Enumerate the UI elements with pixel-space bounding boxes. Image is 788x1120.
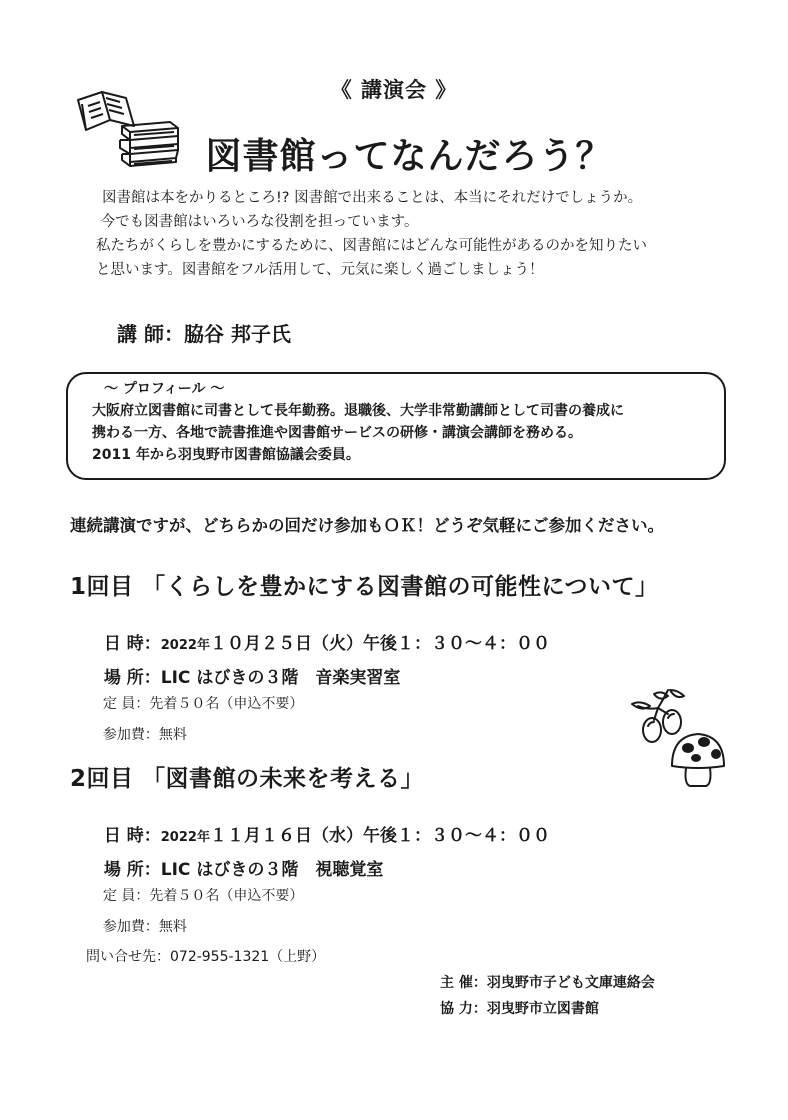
contact-info: 問い合せ先：072-955-1321（上野） bbox=[86, 949, 326, 965]
participation-notice: 連続講演ですが、どちらかの回だけ参加もＯＫ！どうぞ気軽にご参加ください。 bbox=[70, 516, 664, 535]
session-2-fee-label: 参加費： bbox=[102, 919, 159, 935]
page-title: 図書館ってなんだろう？ bbox=[205, 136, 613, 177]
session-1-fee-label: 参加費： bbox=[102, 727, 159, 743]
profile-line-3: 2011 年から羽曳野市図書館協議会委員。 bbox=[92, 447, 360, 463]
session-2-fee-value: 無料 bbox=[158, 919, 187, 935]
profile-line-2: 携わる一方、各地で読書推進や図書館サービスの研修・講演会講師を務める。 bbox=[92, 425, 582, 441]
session-1-date-year: 2022 bbox=[160, 638, 197, 653]
profile-heading: ～ プロフィール ～ bbox=[104, 381, 225, 397]
intro-line-1: 図書館は本をかりるところ!? 図書館で出来ることは、本当にそれだけでしょうか。 bbox=[102, 190, 643, 206]
session-2-date-value: １１月１６日（水）午後１：３０～４：００ bbox=[209, 826, 550, 846]
session-2-place-value: LIC はびきの３階 視聴覚室 bbox=[160, 860, 384, 880]
session-2-fee bbox=[94, 900, 187, 936]
cooperation-credit: 協 力：羽曳野市立図書館 bbox=[440, 1001, 599, 1017]
session-1-capacity-label: 定 員： bbox=[102, 696, 150, 712]
session-2-capacity-value: 先着５０名（申込不要） bbox=[149, 888, 304, 904]
session-2-date-label: 日 時： bbox=[103, 826, 161, 846]
session-2-title: 2回目 「図書館の未来を考える」 bbox=[70, 766, 425, 792]
session-1-date-nen: 年 bbox=[196, 638, 210, 653]
session-1-fee-value: 無料 bbox=[158, 727, 187, 743]
session-1-title: 1回目 「くらしを豊かにする図書館の可能性について」 bbox=[70, 574, 659, 600]
session-2-date-year: 2022 bbox=[160, 830, 197, 845]
intro-line-4: と思います。図書館をフル活用して、元気に楽しく過ごしましょう！ bbox=[96, 262, 544, 278]
session-1-capacity-value: 先着５０名（申込不要） bbox=[149, 696, 304, 712]
intro-line-2: 今でも図書館はいろいろな役割を担っています。 bbox=[96, 214, 419, 230]
profile-line-1: 大阪府立図書館に司書として長年勤務。退職後、大学非常勤講師として司書の養成に bbox=[92, 403, 624, 419]
lecturer-name: 講 師：脇谷 邦子氏 bbox=[117, 322, 291, 346]
session-1-fee bbox=[94, 708, 187, 744]
session-1-place-label: 場 所： bbox=[103, 668, 161, 688]
event-type-heading: 《 講演会 》 bbox=[330, 78, 458, 102]
session-1-date-value: １０月２５日（火）午後１：３０～４：００ bbox=[209, 634, 550, 654]
session-1-date-label: 日 時： bbox=[103, 634, 161, 654]
session-2-place-label: 場 所： bbox=[103, 860, 161, 880]
session-2-date-nen: 年 bbox=[196, 830, 210, 845]
mushroom-berries-icon bbox=[628, 686, 732, 790]
organizer-credit: 主 催：羽曳野市子ども文庫連絡会 bbox=[440, 975, 655, 991]
session-1-place-value: LIC はびきの３階 音楽実習室 bbox=[160, 668, 401, 688]
session-2-capacity-label: 定 員： bbox=[102, 888, 150, 904]
intro-line-3: 私たちがくらしを豊かにするために、図書館にはどんな可能性があるのかを知りたい bbox=[96, 238, 647, 254]
